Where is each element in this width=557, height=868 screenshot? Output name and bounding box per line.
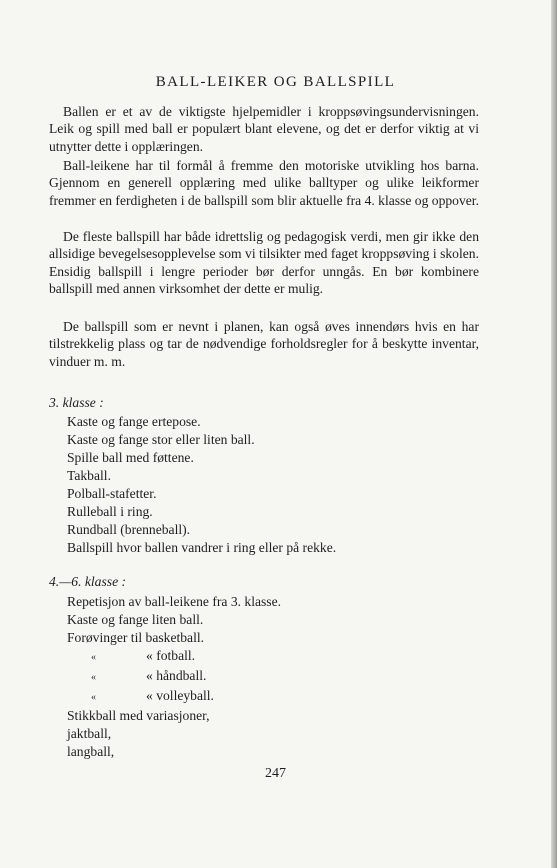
list-item: Repetisjon av ball-leikene fra 3. klasse. (67, 594, 282, 609)
activity-list (67, 593, 281, 761)
list-item (67, 687, 281, 707)
ditto-mark: « (91, 652, 96, 663)
list-item: langball, (67, 744, 115, 759)
list-item: Ballspill hvor ballen vandrer i ring eller på rekke. (67, 540, 337, 555)
ditto-item: « fotball. (146, 648, 196, 663)
ditto-item: « håndball. (146, 668, 207, 683)
paragraph: Ballen er et av de viktigste hjelpemidler i kroppsøvingsundervisningen. Leik og spill med ball er populært blant elevene, og det er derfor viktig at vi utnytter dette i opplæringen. (49, 104, 479, 154)
page-number: 247 (265, 766, 286, 781)
ditto-mark: « (91, 692, 96, 703)
section-heading: 3. klasse : (49, 395, 104, 410)
list-item: Spille ball med føttene. (67, 450, 194, 465)
page-edge-shadow (551, 0, 557, 868)
list-item: Rulleball i ring. (67, 504, 153, 519)
list-item: Kaste og fange ertepose. (67, 414, 201, 429)
paragraph: De ballspill som er nevnt i planen, kan også øves innendørs hvis en har tilstrekkelig plass og tar de nødvendige forholdsregler for å beskytte inventar, vinduer m. m. (49, 319, 479, 369)
activity-list (67, 413, 336, 557)
page-title: BALL-LEIKER OG BALLSPILL (155, 74, 396, 90)
list-item: Kaste og fange stor eller liten ball. (67, 432, 255, 447)
list-item: Takball. (67, 468, 111, 483)
ditto-mark: « (91, 672, 96, 683)
list-item: Kaste og fange liten ball. (67, 612, 204, 627)
list-item: jaktball, (67, 726, 112, 741)
section-heading: 4.—6. klasse : (49, 574, 127, 589)
list-item: Polball-stafetter. (67, 486, 157, 501)
paragraph: Ball-leikene har til formål å fremme den motoriske utvikling hos barna. Gjennom en generell opplæring med ulike balltyper og ulike leikformer fremmer en ferdigheten i de ballspill som blir aktuelle fra 4. klasse og oppover. (49, 158, 479, 208)
list-item: Stikkball med variasjoner, (67, 708, 210, 723)
list-item (67, 667, 281, 687)
ditto-item: « volleyball. (146, 688, 214, 703)
paragraph: De fleste ballspill har både idrettslig og pedagogisk verdi, men gir ikke den allsidige bevegelsesopplevelse som vi tilsikter med faget kroppsøving i skolen. Ensidig ballspill i lengre perioder bør derfor unngås. En bør kombinere ballspill med annen virksomhet der dette er mulig. (49, 229, 479, 296)
list-item (67, 647, 281, 667)
list-item: Rundball (brenneball). (67, 522, 191, 537)
list-item: Forøvinger til basketball. (67, 630, 205, 645)
